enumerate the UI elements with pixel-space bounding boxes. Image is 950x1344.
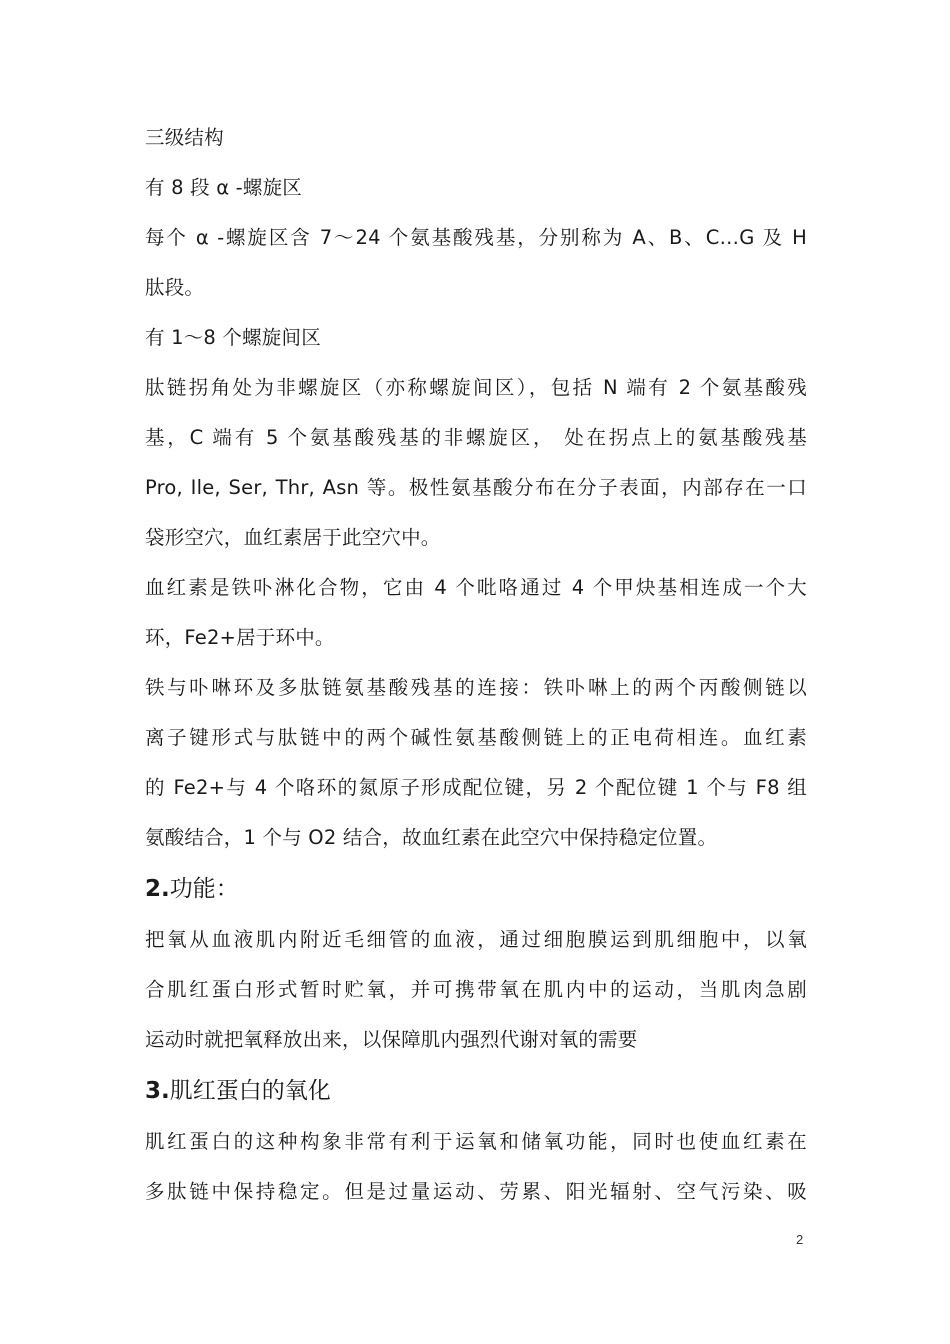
text-line: 合肌红蛋白形式暂时贮氧，并可携带氧在肌内中的运动，当肌肉急剧 [145,978,807,1001]
text-line: 多肽链中保持稳定。但是过量运动、劳累、阳光辐射、空气污染、吸 [145,1180,807,1203]
paragraph-iron-connection [145,663,807,863]
paragraph-heme [145,563,807,663]
heading-text: 功能： [169,876,239,902]
text-line: 肽链拐角处为非螺旋区（亦称螺旋间区），包括 N 端有 2 个氨基酸残 [145,376,807,399]
section-heading-function [145,863,807,915]
text-line: 袋形空穴，血红素居于此空穴中。 [145,526,441,549]
text-line: 基，C 端有 5 个氨基酸残基的非螺旋区， 处在拐点上的氨基酸残基 [145,426,807,449]
text-line: 的 Fe2+与 4 个咯环的氮原子形成配位键，另 2 个配位键 1 个与 F8 组 [145,776,807,799]
paragraph-helix-residues [145,213,807,313]
text-line: 每个 α -螺旋区含 7～24 个氨基酸残基，分别称为 A、B、C…G 及 H [145,226,807,249]
text-line: Pro, Ile, Ser, Thr, Asn 等。极性氨基酸分布在分子表面，内部存在一口 [145,476,807,499]
text-line: 肽段。 [145,276,205,299]
paragraph-nonhelical-region [145,363,807,563]
text-line: 环，Fe2+居于环中。 [145,626,335,649]
text-line: 肌红蛋白的这种构象非常有利于运氧和储氧功能，同时也使血红素在 [145,1130,807,1153]
text-line: 离子键形式与肽链中的两个碱性氨基酸侧链上的正电荷相连。血红素 [145,726,807,749]
section-heading-oxidation [145,1065,807,1117]
text-line: 氨酸结合，1 个与 O2 结合，故血红素在此空穴中保持稳定位置。 [145,826,718,849]
text-line: 有 1～8 个螺旋间区 [145,326,321,349]
page-number: 2 [796,1232,804,1247]
heading-number: 2. [145,876,170,902]
text-line: 三级结构 [145,126,224,149]
paragraph-interhelix [145,313,807,363]
text-line: 运动时就把氧释放出来，以保障肌内强烈代谢对氧的需要 [145,1028,638,1051]
heading-number: 3. [145,1078,170,1104]
text-line: 铁与卟啉环及多肽链氨基酸残基的连接：铁卟啉上的两个丙酸侧链以 [145,676,807,699]
heading-text: 肌红蛋白的氧化 [169,1078,331,1104]
paragraph-tertiary-structure [145,113,807,163]
paragraph-helix-count [145,163,807,213]
paragraph-oxidation [145,1117,807,1217]
page-content [145,113,807,1217]
text-line: 有 8 段 α -螺旋区 [145,176,302,199]
text-line: 把氧从血液肌内附近毛细管的血液，通过细胞膜运到肌细胞中，以氧 [145,928,807,951]
text-line: 血红素是铁卟淋化合物，它由 4 个吡咯通过 4 个甲炔基相连成一个大 [145,576,807,599]
paragraph-function [145,915,807,1065]
